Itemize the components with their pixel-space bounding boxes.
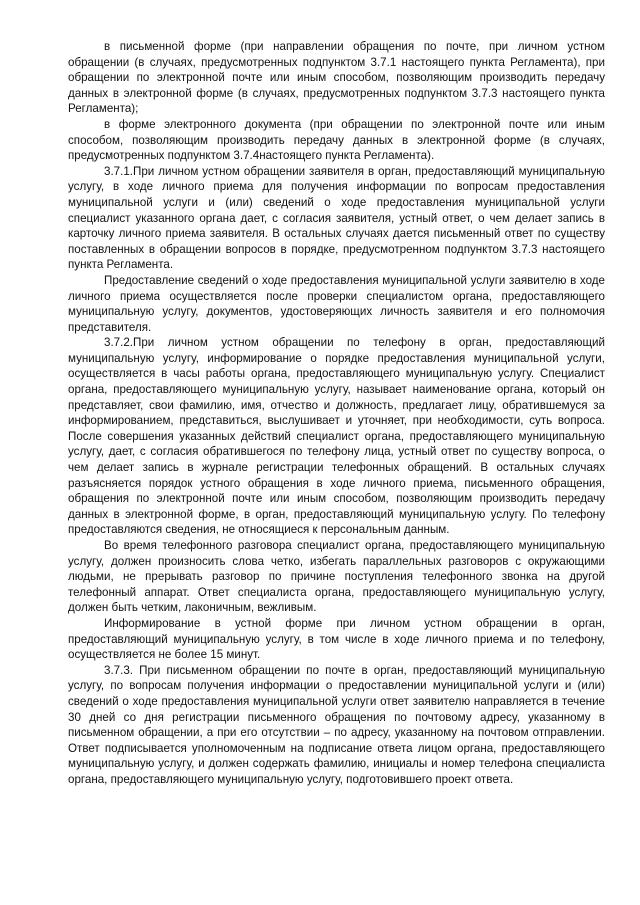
- paragraph-3-7-2: 3.7.2.При личном устном обращении по телефону в орган, предоставляющий муниципальную услугу, информирование о порядке предоставления муниципальной услуги, осуществляется в часы работы органа, предоставляющего муниципальную услугу. Специалист органа, предоставляющего муниципальную услугу, называет наименование органа, который он представляет, свои фамилию, имя, отчество и должность, предлагает лицу, обратившемуся за информированием, представиться, выслушивает и уточняет, при необходимости, суть вопроса. После совершения указанных действий специалист органа, предоставляющего муниципальную услугу, дает, с согласия обратившегося по телефону лица, устный ответ по существу вопроса, о чем делает запись в журнале регистрации телефонных обращений. В остальных случаях разъясняется порядок устного обращения в ходе личного приема, письменного обращения, обращения по электронной почте или иным способом, позволяющим производить передачу данных в электронной форме, в орган, предоставляющий муниципальную услугу. По телефону предоставляются сведения, не относящиеся к персональным данным.: [68, 336, 605, 537]
- paragraph-3-7-3: 3.7.3. При письменном обращении по почте в орган, предоставляющий муниципальную услугу, по вопросам получения информации о предоставлении муниципальной услуги и (или) сведений о ходе предоставления муниципальной услуги ответ заявителю направляется в течение 30 дней со дня регистрации письменного обращения по почтовому адресу, указанному в письменном обращении, а при его отсутствии – по адресу, указанному на почтовом отправлении. Ответ подписывается уполномоченным на подписание ответа лицом органа, предоставляющего муниципальную услугу, и должен содержать фамилию, инициалы и номер телефона специалиста органа, предоставляющего муниципальную услугу, подготовившего проект ответа.: [68, 663, 605, 786]
- paragraph-written-form: в письменной форме (при направлении обращения по почте, при личном устном обращении (в случаях, предусмотренных подпунктом 3.7.1 настоящего пункта Регламента), при обращении по электронной почте или иным способом, позволяющим производить передачу данных в электронной форме (в случаях, предусмотренных подпунктом 3.7.3 настоящего пункта Регламента);: [68, 40, 605, 116]
- paragraph-personal-reception: Предоставление сведений о ходе предоставления муниципальной услуги заявителю в ходе личного приема осуществляется после проверки специалистом органа, предоставляющего муниципальную услугу, документов, удостоверяющих личность заявителя и его полномочия представителя.: [68, 273, 605, 334]
- paragraph-electronic-form: в форме электронного документа (при обращении по электронной почте или иным способом, позволяющим производить передачу данных в электронной форме (в случаях, предусмотренных подпунктом 3.7.4настоящего пункта Регламента).: [68, 117, 605, 163]
- paragraph-3-7-1: 3.7.1.При личном устном обращении заявителя в орган, предоставляющий муниципальную услугу, в ходе личного приема для получения информации по вопросам предоставления муниципальной услуги и (или) сведений о ходе предоставления муниципальной услуги специалист указанного органа дает, с согласия заявителя, устный ответ, о чем делает запись в карточку личного приема заявителя. В остальных случаях дается письменный ответ по существу поставленных в обращении вопросов в порядке, предусмотренном подпунктом 3.7.3 настоящего пункта Регламента.: [68, 164, 605, 272]
- paragraph-phone-conversation: Во время телефонного разговора специалист органа, предоставляющего муниципальную услугу, должен произносить слова четко, избегать параллельных разговоров с окружающими людьми, не прерывать разговор по причине поступления телефонного звонка на другой телефонный аппарат. Ответ специалиста органа, предоставляющего муниципальную услугу, должен быть четким, лаконичным, вежливым.: [68, 539, 605, 615]
- paragraph-oral-informing: Информирование в устной форме при личном устном обращении в орган, предоставляющий муниципальную услугу, в том числе в ходе личного приема и по телефону, осуществляется не более 15 минут.: [68, 616, 605, 662]
- document-page: [68, 39, 605, 788]
